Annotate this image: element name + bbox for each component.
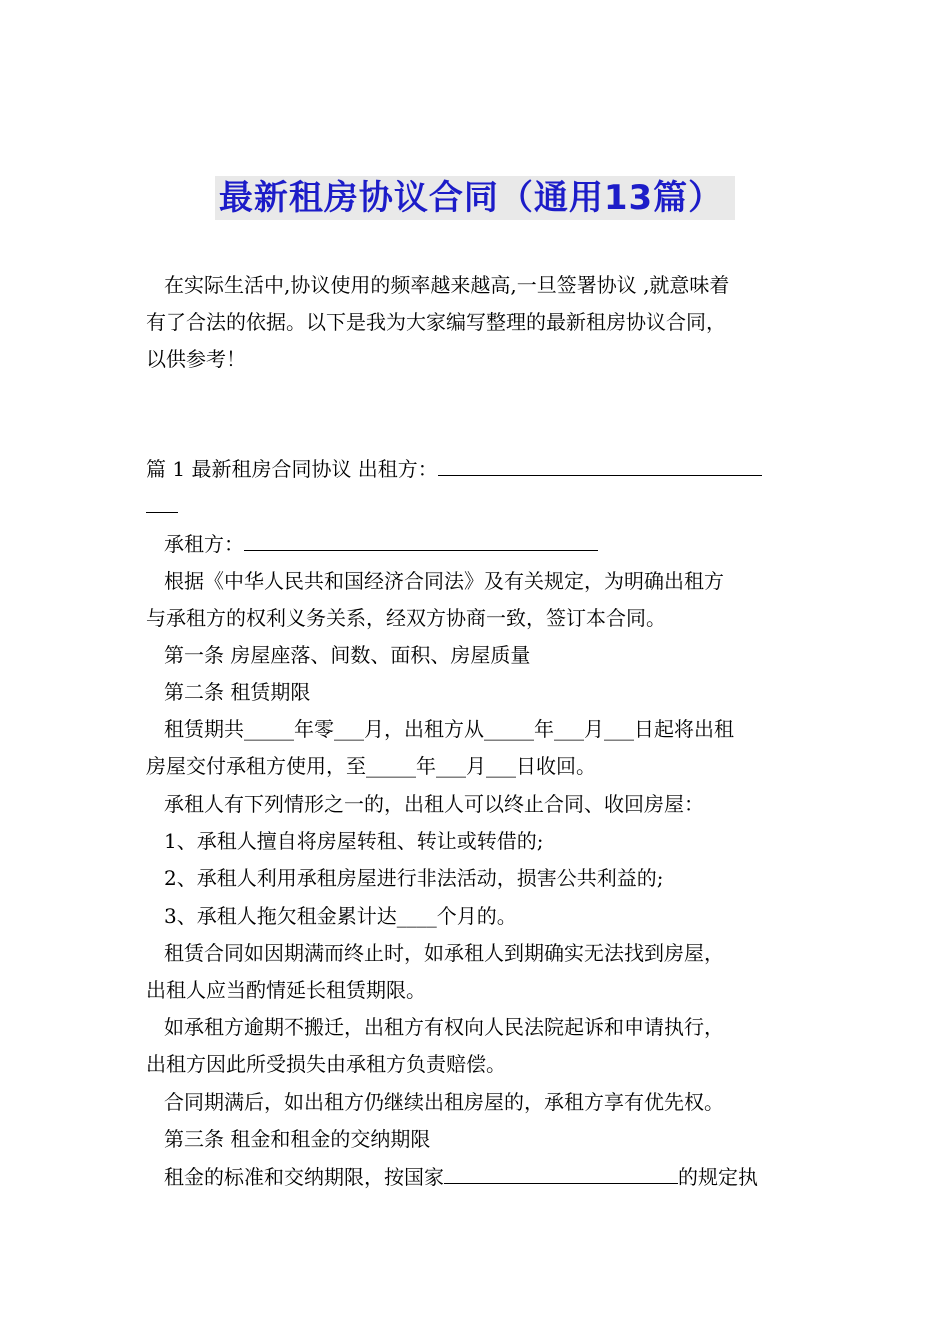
terminate-item-1: 1、承租人擅自将房屋转租、转让或转借的; <box>164 829 544 853</box>
intro-line-1: 在实际生活中,协议使用的频率越来越高,一旦签署协议 ,就意味着 <box>164 273 730 297</box>
priority-line: 合同期满后，如出租方仍继续出租房屋的，承租方享有优先权。 <box>164 1090 724 1114</box>
para3-line-1: 如承租方逾期不搬迁，出租方有权向人民法院起诉和申请执行， <box>164 1015 724 1039</box>
rent-line <box>164 1161 810 1192</box>
para2-line-1: 租赁合同如因期满而终止时，如承租人到期确实无法找到房屋， <box>164 941 724 965</box>
title-container <box>0 176 950 220</box>
rent-suffix: 的规定执 <box>678 1165 758 1189</box>
section-heading <box>146 453 810 484</box>
document-title: 最新租房协议合同（通用13篇） <box>215 176 735 220</box>
lessor-blank <box>438 453 762 476</box>
para3-line-2: 出租方因此所受损失由承租方负责赔偿。 <box>146 1052 506 1076</box>
lessor-blank-cont-line <box>146 490 178 513</box>
para2-line-2: 出租人应当酌情延长租赁期限。 <box>146 978 426 1002</box>
article-3-heading: 第三条 租金和租金的交纳期限 <box>164 1127 431 1151</box>
rent-prefix: 租金的标准和交纳期限，按国家 <box>164 1165 444 1189</box>
intro-line-2: 有了合法的依据。以下是我为大家编写整理的最新租房协议合同， <box>146 310 726 334</box>
intro-line-3: 以供参考！ <box>146 347 246 371</box>
terminate-item-3: 3、承租人拖欠租金累计达____个月的。 <box>164 904 517 928</box>
lessor-blank-cont <box>146 490 810 521</box>
tenant-line <box>164 528 810 559</box>
article-1-heading: 第一条 房屋座落、间数、面积、房屋质量 <box>164 643 531 667</box>
section-heading-text: 篇 1 最新租房合同协议 出租方： <box>146 457 438 481</box>
lease-line-1: 租赁期共_____年零___月，出租方从_____年___月___日起将出租 <box>164 717 734 741</box>
tenant-blank <box>244 528 598 551</box>
para1-line-2: 与承租方的权利义务关系，经双方协商一致，签订本合同。 <box>146 606 666 630</box>
terminate-item-2: 2、承租人利用承租房屋进行非法活动，损害公共利益的; <box>164 866 664 890</box>
article-2-heading: 第二条 租赁期限 <box>164 680 311 704</box>
rent-blank <box>444 1161 678 1184</box>
lease-line-2: 房屋交付承租方使用，至_____年___月___日收回。 <box>146 754 596 778</box>
para1-line-1: 根据《中华人民共和国经济合同法》及有关规定，为明确出租方 <box>164 569 724 593</box>
tenant-label: 承租方： <box>164 532 244 556</box>
terminate-intro: 承租人有下列情形之一的，出租人可以终止合同、收回房屋： <box>164 792 704 816</box>
